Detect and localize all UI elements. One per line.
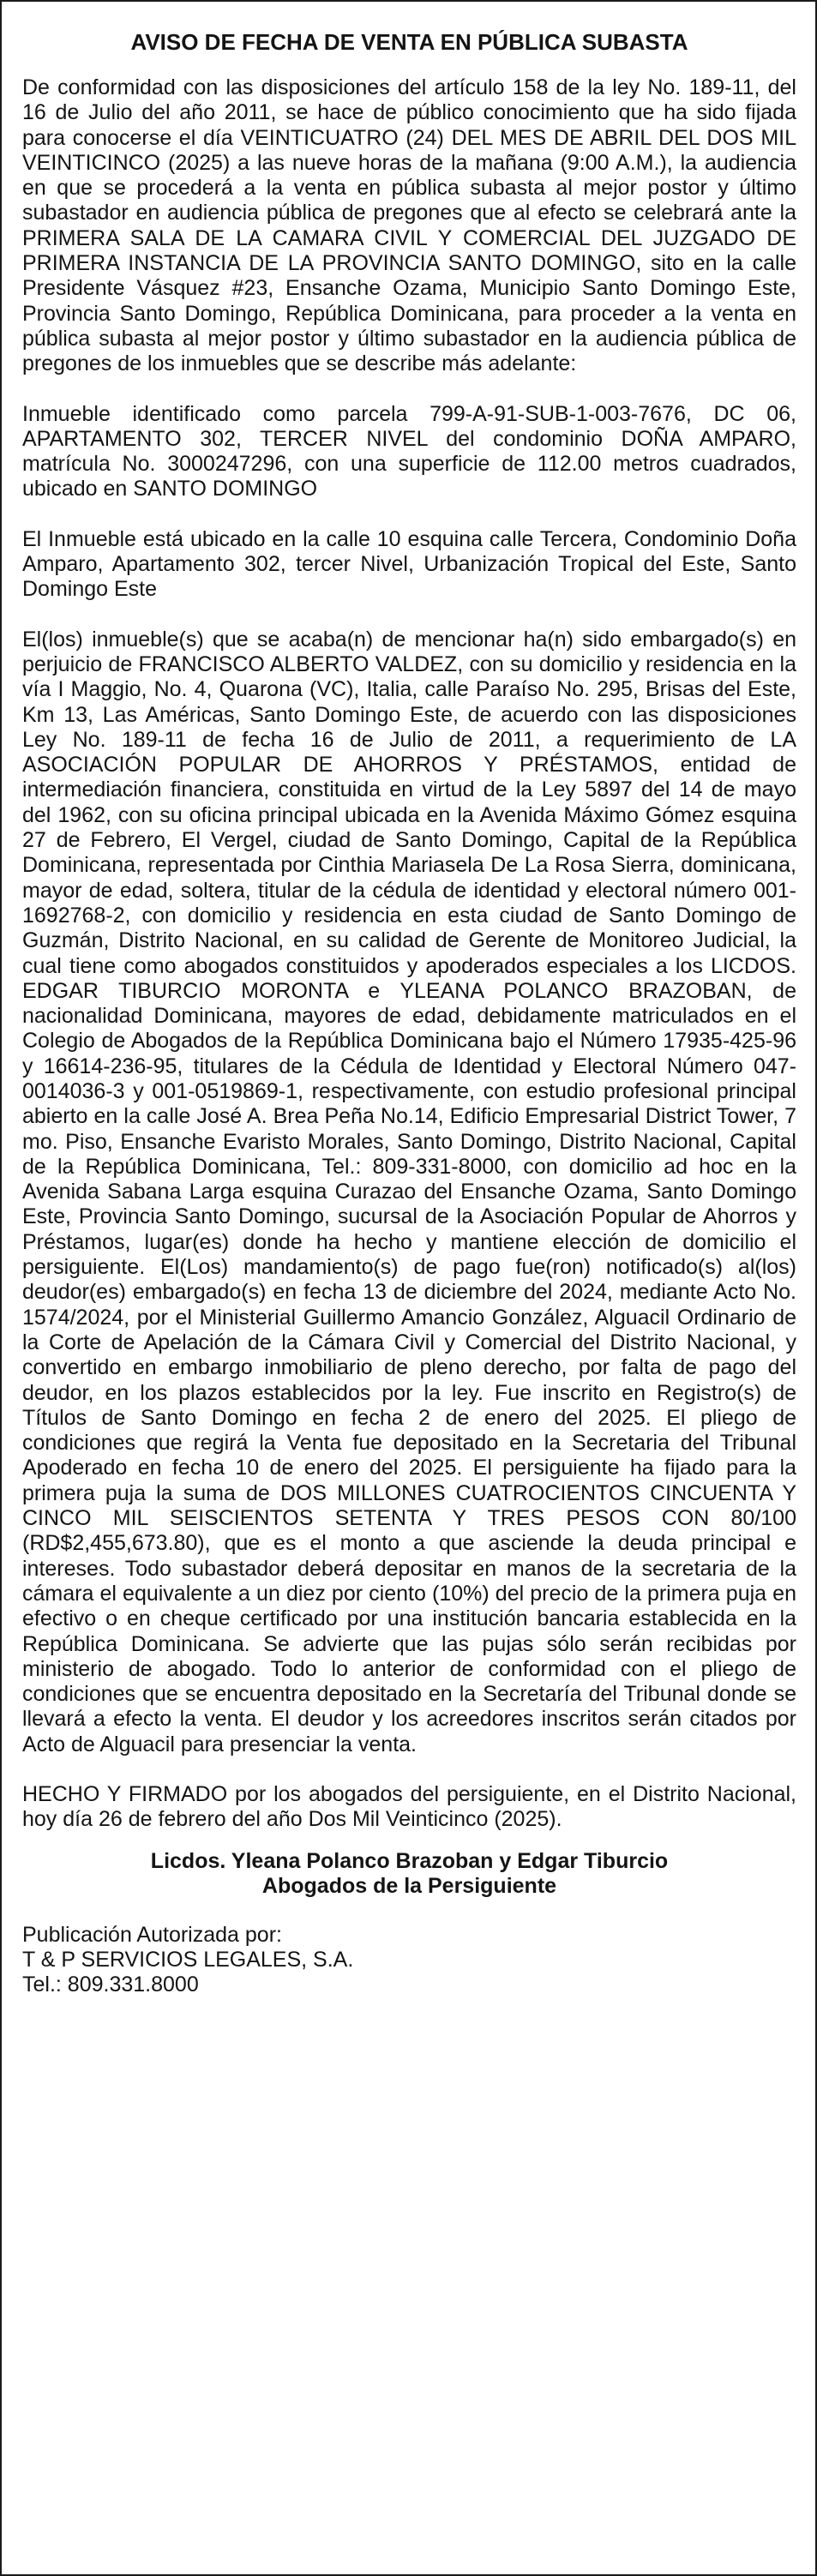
paragraph-signed-date: HECHO Y FIRMADO por los abogados del persiguiente, en el Distrito Nacional, hoy día 26 de febrero del año Dos Mil Veinticinco (2025).: [22, 1782, 796, 1832]
signature-block: [22, 1849, 796, 1899]
publisher-block: [22, 1923, 796, 1997]
paragraph-property-location: El Inmueble está ubicado en la calle 10 esquina calle Tercera, Condominio Doña Amparo, Apartamento 302, tercer Nivel, Urbanización Tropical del Este, Santo Domingo Este: [22, 526, 796, 602]
publisher-company: T & P SERVICIOS LEGALES, S.A.: [22, 1947, 354, 1972]
notice-title: AVISO DE FECHA DE VENTA EN PÚBLICA SUBASTA: [130, 29, 688, 55]
publisher-label: Publicación Autorizada por:: [22, 1922, 282, 1947]
paragraph-auction-date: De conformidad con las disposiciones del artículo 158 de la ley No. 189-11, del 16 de Julio del año 2011, se hace de público conocimiento que ha sido fijada para conocerse el día VEINTICUATRO (24) DEL MES DE ABRIL DEL DOS MIL VEINTICINCO (2025) a las nueve horas de la mañana (9:00 A.M.), la audiencia en que se procederá a la venta en pública subasta al mejor postor y último subastador en audiencia pública de pregones que al efecto se celebrará ante la PRIMERA SALA DE LA CAMARA CIVIL Y COMERCIAL DEL JUZGADO DE PRIMERA INSTANCIA DE LA PROVINCIA SANTO DOMINGO, sito en la calle Presidente Vásquez #23, Ensanche Ozama, Municipio Santo Domingo Este, Provincia Santo Domingo, República Dominicana, para proceder a la venta en pública subasta al mejor postor y último subastador en la audiencia pública de pregones de los inmuebles que se describe más adelante:: [22, 75, 796, 376]
signer-role: Abogados de la Persiguiente: [261, 1873, 557, 1898]
signer-names: Licdos. Yleana Polanco Brazoban y Edgar Tiburcio: [150, 1848, 669, 1873]
publisher-phone: Tel.: 809.331.8000: [22, 1972, 199, 1997]
paragraph-seizure-details: El(los) inmueble(s) que se acaba(n) de mencionar ha(n) sido embargado(s) en perjuicio de FRANCISCO ALBERTO VALDEZ, con su domicilio y residencia en la vía I Maggio, No. 4, Quarona (VC), Italia, calle Paraíso No. 295, Brisas del Este, Km 13, Las Américas, Santo Domingo Este, de acuerdo con las disposiciones Ley No. 189-11 de fecha 16 de Julio de 2011, a requerimiento de LA ASOCIACIÓN POPULAR DE AHORROS Y PRÉSTAMOS, entidad de intermediación financiera, constituida en virtud de la Ley 5897 del 14 de mayo del 1962, con su oficina principal ubicada en la Avenida Máximo Gómez esquina 27 de Febrero, El Vergel, ciudad de Santo Domingo, Capital de la República Dominicana, representada por Cinthia Mariasela De La Rosa Sierra, dominicana, mayor de edad, soltera, titular de la cédula de identidad y electoral número 001-1692768-2, con domicilio y residencia en esta ciudad de Santo Domingo de Guzmán, Distrito Nacional, en su calidad de Gerente de Monitoreo Judicial, la cual tiene como abogados constituidos y apoderados especiales a los LICDOS. EDGAR TIBURCIO MORONTA e YLEANA POLANCO BRAZOBAN, de nacionalidad Dominicana, mayores de edad, debidamente matriculados en el Colegio de Abogados de la República Dominicana bajo el Número 17935-425-96 y 16614-236-95, titulares de la Cédula de Identidad y Electoral Número 047-0014036-3 y 001-0519869-1, respectivamente, con estudio profesional principal abierto en la calle José A. Brea Peña No.14, Edificio Empresarial District Tower, 7 mo. Piso, Ensanche Evaristo Morales, Santo Domingo, Distrito Nacional, Capital de la República Dominicana, Tel.: 809-331-8000, con domicilio ad hoc en la Avenida Sabana Larga esquina Curazao del Ensanche Ozama, Santo Domingo Este, Provincia Santo Domingo, sucursal de la Asociación Popular de Ahorros y Préstamos, lugar(es) donde ha hecho y mantiene elección de domicilio el persiguiente. El(Los) mandamiento(s) de pago fue(ron) notificado(s) al(los) deudor(es) embargado(s) en fecha 13 de diciembre del 2024, mediante Acto No. 1574/2024, por el Ministerial Guillermo Amancio González, Alguacil Ordinario de la Corte de Apelación de la Cámara Civil y Comercial del Distrito Nacional, y convertido en embargo inmobiliario de pleno derecho, por falta de pago del deudor, en los plazos establecidos por la ley. Fue inscrito en Registro(s) de Títulos de Santo Domingo en fecha 2 de enero del 2025. El pliego de condiciones que regirá la Venta fue depositado en la Secretaria del Tribunal Apoderado en fecha 10 de enero del 2025. El persiguiente ha fijado para la primera puja la suma de DOS MILLONES CUATROCIENTOS CINCUENTA Y CINCO MIL SEISCIENTOS SETENTA Y TRES PESOS CON 80/100 (RD$2,455,673.80), que es el monto a que asciende la deuda principal e intereses. Todo subastador deberá depositar en manos de la secretaria de la cámara el equivalente a un diez por ciento (10%) del precio de la primera puja en efectivo o en cheque certificado por una institución bancaria establecida en la República Dominicana. Se advierte que las pujas sólo serán recibidas por ministerio de abogado. Todo lo anterior de conformidad con el pliego de condiciones que se encuentra depositado en la Secretaría del Tribunal donde se llevará a efecto la venta. El deudor y los acreedores inscritos serán citados por Acto de Alguacil para presenciar la venta.: [22, 627, 796, 1756]
paragraph-property-identification: Inmueble identificado como parcela 799-A-91-SUB-1-003-7676, DC 06, APARTAMENTO 302, TERCER NIVEL del condominio DOÑA AMPARO, matrícula No. 3000247296, con una superficie de 112.00 metros cuadrados, ubicado en SANTO DOMINGO: [22, 401, 796, 501]
